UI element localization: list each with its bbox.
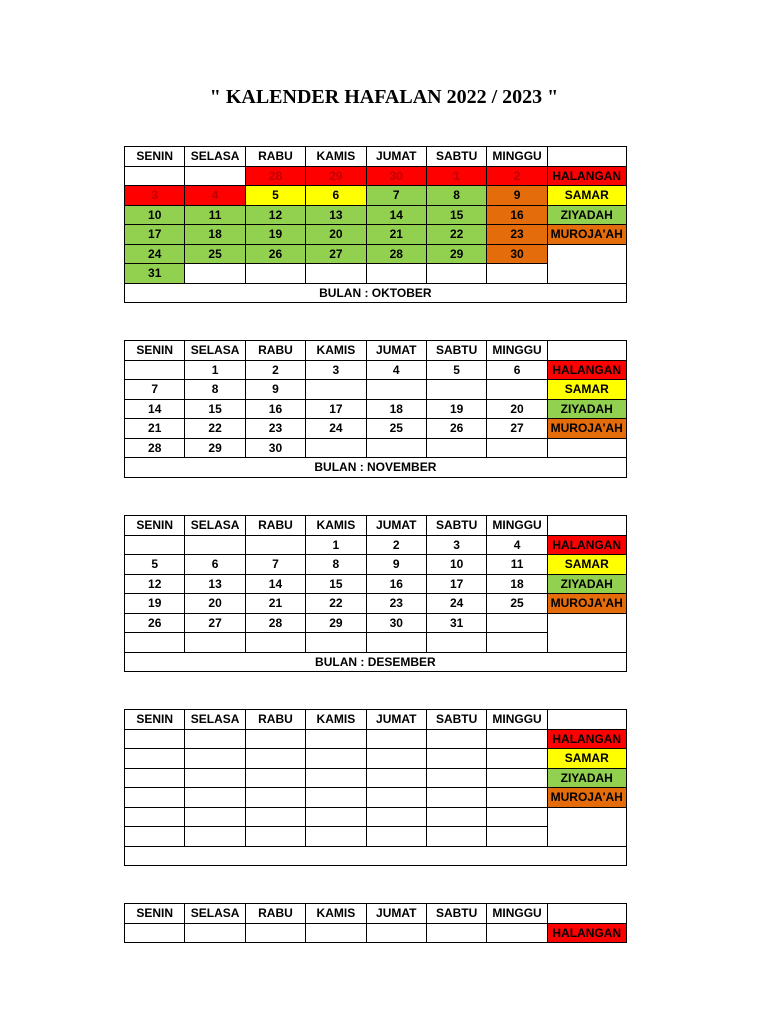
date-cell	[185, 923, 245, 943]
date-cell	[306, 264, 366, 284]
header-row	[125, 147, 627, 167]
legend-0: HALANGAN	[547, 535, 626, 555]
day-header: MINGGU	[487, 147, 547, 167]
date-cell	[426, 807, 486, 827]
date-cell	[487, 807, 547, 827]
date-cell: 19	[426, 399, 486, 419]
date-cell	[426, 438, 486, 458]
header-row	[125, 516, 627, 536]
date-cell	[245, 788, 305, 808]
date-cell	[426, 768, 486, 788]
date-cell	[487, 827, 547, 847]
date-cell	[125, 923, 185, 943]
date-cell	[245, 923, 305, 943]
date-cell: 20	[487, 399, 547, 419]
date-cell: 8	[426, 186, 486, 206]
day-header: SABTU	[426, 904, 486, 924]
date-cell	[366, 807, 426, 827]
date-cell: 26	[426, 419, 486, 439]
date-cell: 18	[366, 399, 426, 419]
day-header: KAMIS	[306, 516, 366, 536]
date-cell	[487, 749, 547, 769]
date-cell	[426, 264, 486, 284]
date-cell	[125, 633, 185, 653]
date-cell: 6	[487, 360, 547, 380]
table-row	[125, 768, 627, 788]
day-header: SELASA	[185, 710, 245, 730]
table-row	[125, 166, 627, 186]
date-cell	[306, 438, 366, 458]
date-cell	[185, 749, 245, 769]
date-cell	[426, 788, 486, 808]
table-row	[125, 729, 627, 749]
date-cell: 13	[306, 205, 366, 225]
date-cell: 21	[125, 419, 185, 439]
date-cell	[366, 264, 426, 284]
date-cell	[245, 827, 305, 847]
date-cell: 23	[245, 419, 305, 439]
date-cell: 25	[487, 594, 547, 614]
header-row	[125, 341, 627, 361]
month-table-3	[124, 709, 627, 866]
date-cell: 14	[245, 574, 305, 594]
date-cell: 25	[366, 419, 426, 439]
date-cell: 28	[245, 166, 305, 186]
legend-3: MUROJA'AH	[547, 419, 626, 439]
day-header: JUMAT	[366, 516, 426, 536]
day-header: SENIN	[125, 904, 185, 924]
date-cell: 10	[125, 205, 185, 225]
day-header: SENIN	[125, 341, 185, 361]
date-cell	[125, 768, 185, 788]
month-table-1	[124, 340, 627, 478]
date-cell	[185, 264, 245, 284]
date-cell	[245, 749, 305, 769]
date-cell: 2	[245, 360, 305, 380]
date-cell: 2	[366, 535, 426, 555]
table-row	[125, 186, 627, 206]
legend-0: HALANGAN	[547, 360, 626, 380]
date-cell	[125, 807, 185, 827]
date-cell	[306, 380, 366, 400]
legend-3: MUROJA'AH	[547, 788, 626, 808]
day-header: RABU	[245, 516, 305, 536]
date-cell	[306, 768, 366, 788]
date-cell	[245, 633, 305, 653]
date-cell: 24	[306, 419, 366, 439]
day-header: JUMAT	[366, 147, 426, 167]
legend-2: ZIYADAH	[547, 768, 626, 788]
date-cell: 15	[306, 574, 366, 594]
day-header: KAMIS	[306, 710, 366, 730]
legend-header	[547, 147, 626, 167]
date-cell: 9	[245, 380, 305, 400]
table-row	[125, 419, 627, 439]
date-cell	[426, 633, 486, 653]
date-cell	[306, 923, 366, 943]
date-cell: 27	[185, 613, 245, 633]
date-cell	[185, 166, 245, 186]
date-cell: 3	[426, 535, 486, 555]
date-cell	[125, 535, 185, 555]
date-cell: 3	[125, 186, 185, 206]
date-cell	[306, 807, 366, 827]
date-cell	[487, 264, 547, 284]
date-cell: 18	[185, 225, 245, 245]
date-cell: 11	[487, 555, 547, 575]
date-cell	[487, 923, 547, 943]
date-cell: 11	[185, 205, 245, 225]
day-header: SELASA	[185, 904, 245, 924]
table-row	[125, 613, 627, 633]
table-row	[125, 555, 627, 575]
date-cell	[125, 360, 185, 380]
date-cell: 13	[185, 574, 245, 594]
table-row	[125, 923, 627, 943]
date-cell: 22	[306, 594, 366, 614]
date-cell	[426, 380, 486, 400]
day-header: SENIN	[125, 147, 185, 167]
date-cell	[366, 380, 426, 400]
date-cell: 6	[306, 186, 366, 206]
legend-blank	[547, 244, 626, 283]
date-cell	[366, 729, 426, 749]
date-cell: 7	[125, 380, 185, 400]
legend-2: ZIYADAH	[547, 399, 626, 419]
date-cell: 29	[306, 613, 366, 633]
legend-0: HALANGAN	[547, 923, 626, 943]
date-cell	[306, 633, 366, 653]
date-cell: 16	[245, 399, 305, 419]
date-cell	[487, 768, 547, 788]
date-cell	[185, 535, 245, 555]
day-header: SELASA	[185, 147, 245, 167]
header-row	[125, 710, 627, 730]
date-cell	[366, 768, 426, 788]
date-cell	[185, 827, 245, 847]
day-header: SABTU	[426, 341, 486, 361]
day-header: RABU	[245, 147, 305, 167]
month-label	[125, 846, 627, 866]
day-header: RABU	[245, 710, 305, 730]
month-label: BULAN : OKTOBER	[125, 283, 627, 303]
date-cell	[487, 633, 547, 653]
date-cell	[426, 827, 486, 847]
page-title: " KALENDER HAFALAN 2022 / 2023 "	[209, 86, 559, 108]
date-cell: 29	[426, 244, 486, 264]
date-cell: 26	[125, 613, 185, 633]
legend-header	[547, 341, 626, 361]
date-cell: 8	[185, 380, 245, 400]
legend-2: ZIYADAH	[547, 205, 626, 225]
table-row	[125, 535, 627, 555]
date-cell	[306, 729, 366, 749]
date-cell: 14	[366, 205, 426, 225]
date-cell: 21	[245, 594, 305, 614]
date-cell	[245, 264, 305, 284]
date-cell	[306, 788, 366, 808]
table-row	[125, 205, 627, 225]
table-row	[125, 380, 627, 400]
header-row	[125, 904, 627, 924]
table-row	[125, 244, 627, 264]
date-cell: 30	[245, 438, 305, 458]
legend-blank	[547, 438, 626, 458]
date-cell: 28	[366, 244, 426, 264]
legend-blank	[547, 807, 626, 846]
date-cell: 17	[125, 225, 185, 245]
date-cell: 25	[185, 244, 245, 264]
date-cell: 5	[245, 186, 305, 206]
date-cell	[487, 788, 547, 808]
date-cell	[366, 923, 426, 943]
legend-header	[547, 904, 626, 924]
date-cell: 24	[426, 594, 486, 614]
date-cell: 16	[366, 574, 426, 594]
date-cell	[245, 807, 305, 827]
date-cell: 7	[366, 186, 426, 206]
date-cell: 12	[245, 205, 305, 225]
date-cell: 9	[487, 186, 547, 206]
day-header: KAMIS	[306, 904, 366, 924]
date-cell: 14	[125, 399, 185, 419]
date-cell: 29	[306, 166, 366, 186]
date-cell: 6	[185, 555, 245, 575]
legend-3: MUROJA'AH	[547, 594, 626, 614]
date-cell	[306, 827, 366, 847]
day-header: SELASA	[185, 341, 245, 361]
date-cell	[185, 729, 245, 749]
day-header: MINGGU	[487, 516, 547, 536]
day-header: SABTU	[426, 147, 486, 167]
date-cell	[487, 438, 547, 458]
legend-3: MUROJA'AH	[547, 225, 626, 245]
date-cell: 30	[487, 244, 547, 264]
date-cell: 20	[306, 225, 366, 245]
date-cell: 16	[487, 205, 547, 225]
date-cell	[245, 729, 305, 749]
date-cell: 4	[487, 535, 547, 555]
legend-1: SAMAR	[547, 749, 626, 769]
day-header: MINGGU	[487, 341, 547, 361]
date-cell	[125, 729, 185, 749]
table-row	[125, 574, 627, 594]
date-cell: 8	[306, 555, 366, 575]
date-cell	[426, 729, 486, 749]
date-cell: 30	[366, 166, 426, 186]
date-cell: 30	[366, 613, 426, 633]
date-cell: 22	[185, 419, 245, 439]
day-header: JUMAT	[366, 341, 426, 361]
date-cell	[245, 535, 305, 555]
month-label: BULAN : DESEMBER	[125, 652, 627, 672]
month-table-4	[124, 903, 627, 943]
date-cell: 31	[125, 264, 185, 284]
table-row	[125, 749, 627, 769]
table-row	[125, 360, 627, 380]
month-table-2	[124, 515, 627, 672]
legend-header	[547, 710, 626, 730]
date-cell: 4	[185, 186, 245, 206]
date-cell	[125, 788, 185, 808]
date-cell: 27	[487, 419, 547, 439]
date-cell: 17	[426, 574, 486, 594]
date-cell	[125, 827, 185, 847]
table-row	[125, 594, 627, 614]
date-cell: 15	[185, 399, 245, 419]
day-header: SENIN	[125, 710, 185, 730]
table-row	[125, 807, 627, 827]
legend-1: SAMAR	[547, 186, 626, 206]
table-row	[125, 399, 627, 419]
date-cell	[487, 613, 547, 633]
date-cell	[487, 380, 547, 400]
date-cell	[366, 827, 426, 847]
legend-2: ZIYADAH	[547, 574, 626, 594]
date-cell	[306, 749, 366, 769]
date-cell: 2	[487, 166, 547, 186]
date-cell	[366, 749, 426, 769]
date-cell: 24	[125, 244, 185, 264]
legend-0: HALANGAN	[547, 729, 626, 749]
day-header: SENIN	[125, 516, 185, 536]
date-cell: 19	[245, 225, 305, 245]
day-header: JUMAT	[366, 904, 426, 924]
date-cell	[185, 788, 245, 808]
date-cell	[366, 438, 426, 458]
legend-1: SAMAR	[547, 555, 626, 575]
day-header: RABU	[245, 904, 305, 924]
day-header: KAMIS	[306, 147, 366, 167]
date-cell	[125, 749, 185, 769]
date-cell	[426, 749, 486, 769]
date-cell: 10	[426, 555, 486, 575]
date-cell: 28	[245, 613, 305, 633]
date-cell	[366, 633, 426, 653]
day-header: SABTU	[426, 516, 486, 536]
date-cell: 27	[306, 244, 366, 264]
day-header: MINGGU	[487, 710, 547, 730]
legend-header	[547, 516, 626, 536]
date-cell: 1	[426, 166, 486, 186]
day-header: MINGGU	[487, 904, 547, 924]
table-row	[125, 225, 627, 245]
date-cell: 17	[306, 399, 366, 419]
date-cell	[185, 633, 245, 653]
date-cell: 21	[366, 225, 426, 245]
date-cell: 3	[306, 360, 366, 380]
date-cell: 9	[366, 555, 426, 575]
date-cell: 29	[185, 438, 245, 458]
date-cell: 23	[366, 594, 426, 614]
day-header: RABU	[245, 341, 305, 361]
date-cell	[487, 729, 547, 749]
day-header: KAMIS	[306, 341, 366, 361]
table-row	[125, 788, 627, 808]
date-cell: 26	[245, 244, 305, 264]
legend-blank	[547, 613, 626, 652]
date-cell: 28	[125, 438, 185, 458]
legend-0: HALANGAN	[547, 166, 626, 186]
date-cell: 20	[185, 594, 245, 614]
date-cell	[426, 923, 486, 943]
date-cell: 1	[185, 360, 245, 380]
date-cell	[185, 768, 245, 788]
day-header: JUMAT	[366, 710, 426, 730]
date-cell: 19	[125, 594, 185, 614]
month-label: BULAN : NOVEMBER	[125, 458, 627, 478]
day-header: SABTU	[426, 710, 486, 730]
date-cell	[245, 768, 305, 788]
date-cell: 5	[426, 360, 486, 380]
date-cell: 22	[426, 225, 486, 245]
date-cell: 31	[426, 613, 486, 633]
date-cell: 4	[366, 360, 426, 380]
date-cell: 5	[125, 555, 185, 575]
date-cell	[366, 788, 426, 808]
table-row	[125, 438, 627, 458]
date-cell: 7	[245, 555, 305, 575]
day-header: SELASA	[185, 516, 245, 536]
date-cell: 18	[487, 574, 547, 594]
date-cell: 1	[306, 535, 366, 555]
date-cell: 23	[487, 225, 547, 245]
date-cell	[125, 166, 185, 186]
date-cell: 12	[125, 574, 185, 594]
date-cell: 15	[426, 205, 486, 225]
month-table-0	[124, 146, 627, 303]
legend-1: SAMAR	[547, 380, 626, 400]
date-cell	[185, 807, 245, 827]
